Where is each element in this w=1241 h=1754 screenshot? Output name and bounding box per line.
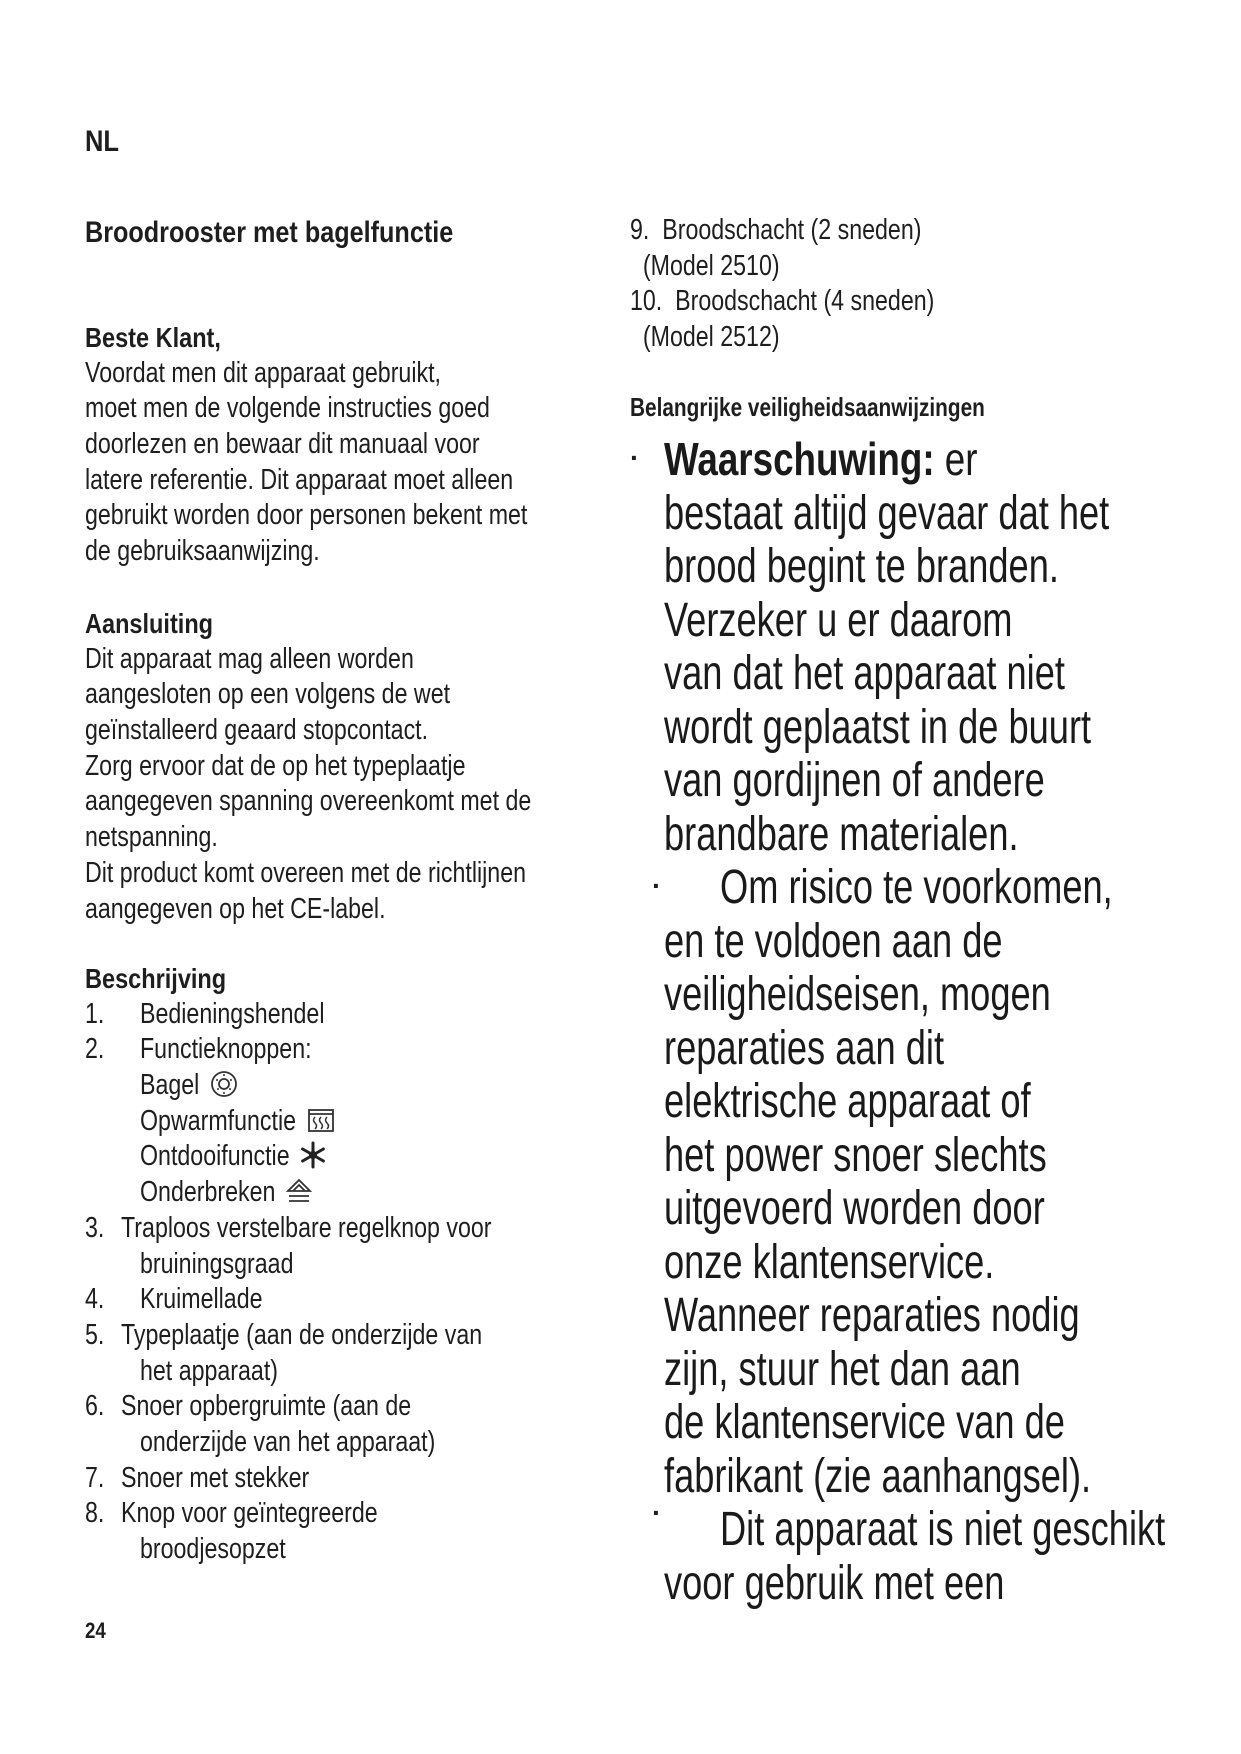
description-heading: Beschrijving xyxy=(85,963,227,994)
warning-line: Wanneer reparaties nodig xyxy=(664,1289,1080,1342)
safety-heading: Belangrijke veiligheidsaanwijzingen xyxy=(630,392,985,422)
paragraph-line: aangesloten op een volgens de wet xyxy=(85,678,451,711)
bullet-marker: · xyxy=(652,870,662,901)
warning-line: Verzeker u er daarom xyxy=(664,593,1013,647)
warning-line: brandbare materialen. xyxy=(664,807,1019,861)
warning-line: van gordijnen of andere xyxy=(664,754,1045,807)
list-item: het apparaat) xyxy=(140,1354,279,1387)
list-item: Bagel xyxy=(85,1068,605,1104)
paragraph-line: doorlezen en bewaar dit manuaal voor xyxy=(85,428,480,461)
warning-line: reparaties aan dit xyxy=(664,1021,945,1075)
greeting-section xyxy=(85,320,605,570)
warning-line: veiligheidseisen, mogen xyxy=(664,968,1051,1021)
list-item: Onderbreken xyxy=(85,1175,605,1211)
connection-section xyxy=(85,606,605,927)
list-item: Ontdooifunctie xyxy=(85,1139,605,1175)
warning-line: uitgevoerd worden door xyxy=(664,1182,1045,1235)
bullet-marker: · xyxy=(630,442,640,473)
paragraph-line: de gebruiksaanwijzing. xyxy=(85,535,320,568)
warning-line: het power snoer slechts xyxy=(664,1128,1047,1182)
paragraph-line: netspanning. xyxy=(85,821,218,854)
paragraph-line: gebruikt worden door personen bekent met xyxy=(85,499,528,532)
defrost-icon xyxy=(299,1141,327,1169)
list-item: 6. Snoer opbergruimte (aan de xyxy=(85,1390,412,1423)
bullet-marker: · xyxy=(652,1497,662,1528)
warning-line: de klantenservice van de xyxy=(664,1396,1065,1449)
list-item: (Model 2510) xyxy=(630,249,780,282)
list-item: Opwarmfunctie xyxy=(85,1104,605,1140)
paragraph-line: moet men de volgende instructies goed xyxy=(85,392,490,425)
warning-line: onze klantenservice. xyxy=(664,1235,995,1289)
description-continued xyxy=(630,213,1010,355)
list-item: 5. Typeplaatje (aan de onderzijde van xyxy=(85,1318,483,1351)
list-item: 7. Snoer met stekker xyxy=(85,1461,310,1494)
page-title: Broodrooster met bagelfunctie xyxy=(85,216,454,249)
list-item: 8. Knop voor geïntegreerde xyxy=(85,1497,378,1530)
paragraph-line: Dit product komt overeen met de richtlijnen xyxy=(85,856,527,889)
paragraph-line: Dit apparaat mag alleen worden xyxy=(85,642,414,675)
page-number: 24 xyxy=(85,1618,106,1643)
paragraph-line: Voordat men dit apparaat gebruikt, xyxy=(85,356,441,389)
bagel-icon xyxy=(210,1070,238,1098)
warning-line: voor gebruik met een xyxy=(664,1556,1005,1610)
list-item: bruiningsgraad xyxy=(140,1247,294,1280)
connection-heading: Aansluiting xyxy=(85,608,214,639)
paragraph-line: latere referentie. Dit apparaat moet alleen xyxy=(85,463,514,496)
list-item: broodjesopzet xyxy=(140,1533,286,1565)
cancel-icon xyxy=(285,1177,313,1205)
warning-line: fabrikant (zie aanhangsel). xyxy=(664,1449,1092,1503)
description-section xyxy=(85,961,605,1568)
reheat-icon xyxy=(307,1106,335,1134)
warning-line: en te voldoen aan de xyxy=(664,914,1003,968)
list-item: 3. Traploos verstelbare regelknop voor xyxy=(85,1211,492,1244)
warning-line: zijn, stuur het dan aan xyxy=(664,1342,1021,1396)
warning-line: van dat het apparaat niet xyxy=(664,647,1065,700)
paragraph-line: geïnstalleerd geaard stopcontact. xyxy=(85,714,429,747)
list-item: 1. Bedieningshendel xyxy=(85,997,325,1030)
warning-line: Dit apparaat is niet geschikt xyxy=(720,1503,1166,1556)
list-item: (Model 2512) xyxy=(630,320,780,353)
warning-line: wordt geplaatst in de buurt xyxy=(664,700,1092,754)
list-item: onderzijde van het apparaat) xyxy=(140,1425,436,1458)
warning-line: bestaat altijd gevaar dat het xyxy=(664,486,1110,540)
paragraph-line: Zorg ervoor dat de op het typeplaatje xyxy=(85,749,466,782)
list-item: 9. Broodschacht (2 sneden) xyxy=(630,214,922,246)
safety-warnings xyxy=(664,433,1241,1610)
warning-label: Waarschuwing: xyxy=(664,433,935,485)
list-item: 4. Kruimellade xyxy=(85,1283,263,1316)
paragraph-line: aangegeven spanning overeenkomt met de xyxy=(85,785,532,818)
warning-line: Om risico te voorkomen, xyxy=(720,861,1113,914)
list-item: 2. Functieknoppen: xyxy=(85,1033,312,1066)
paragraph-line: aangegeven op het CE-label. xyxy=(85,892,386,925)
greeting-heading: Beste Klant, xyxy=(85,322,221,353)
list-item: 10. Broodschacht (4 sneden) xyxy=(630,285,935,317)
warning-line: Waarschuwing: er xyxy=(664,433,978,485)
warning-line: brood begint te branden. xyxy=(664,540,1059,593)
language-code: NL xyxy=(85,125,119,158)
warning-line: elektrische apparaat of xyxy=(664,1075,1031,1128)
